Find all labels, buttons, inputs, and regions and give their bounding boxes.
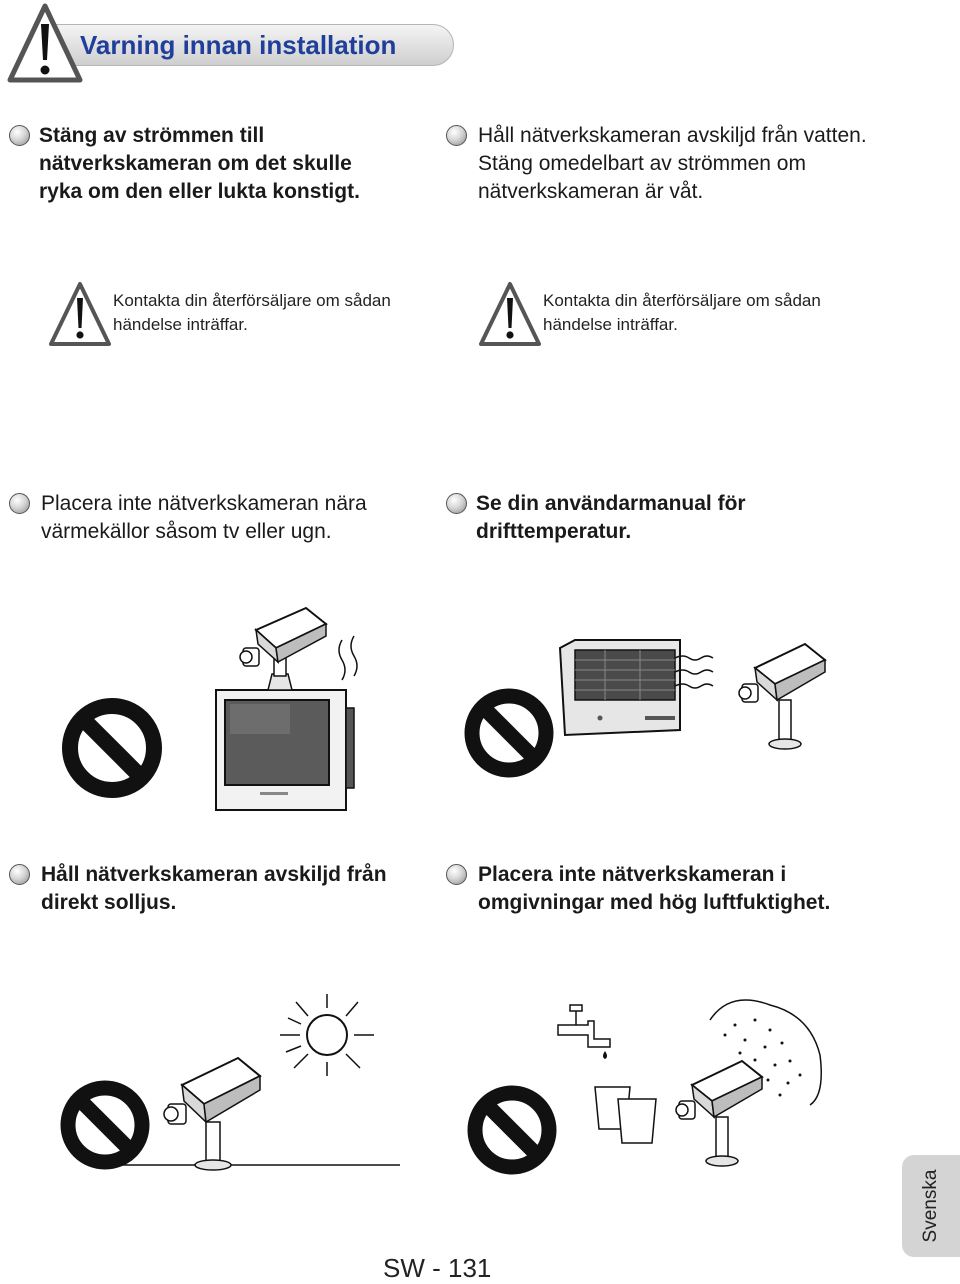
camera-on-tv-illustration bbox=[60, 600, 380, 815]
prohibition-icon bbox=[472, 696, 546, 770]
warning-item-3: Placera inte nätverkskameran nära värmekällor såsom tv eller ugn. bbox=[41, 492, 367, 543]
camera-near-heater-illustration bbox=[465, 630, 845, 785]
warning-item-4: Se din användarmanual för drifttemperatur. bbox=[476, 492, 746, 543]
bullet-sphere-icon bbox=[9, 864, 30, 885]
prohibition-icon bbox=[68, 1088, 142, 1162]
bullet-sphere-icon bbox=[9, 493, 30, 514]
prohibition-icon bbox=[475, 1093, 549, 1167]
warning-item-5: Håll nätverkskameran avskiljd från direkt solljus. bbox=[41, 863, 387, 914]
bullet-sphere-icon bbox=[9, 125, 30, 146]
page-title: Varning innan installation bbox=[80, 30, 397, 60]
warning-item-6: Placera inte nätverkskameran i omgivningar med hög luftfuktighet. bbox=[478, 863, 831, 914]
camera-in-sunlight-illustration bbox=[60, 990, 405, 1175]
warning-triangle-icon bbox=[6, 2, 84, 84]
camera-in-humidity-illustration bbox=[470, 995, 825, 1180]
note-text-2: Kontakta din återförsäljare om sådan händelse inträffar. bbox=[543, 291, 821, 334]
warning-item-2: Håll nätverkskameran avskiljd från vatten. Stäng omedelbart av strömmen om nätverkskameran är våt. bbox=[478, 124, 867, 203]
prohibition-icon bbox=[70, 706, 154, 790]
language-tab-label: Svenska bbox=[920, 1169, 941, 1243]
bullet-sphere-icon bbox=[446, 493, 467, 514]
note-text-1: Kontakta din återförsäljare om sådan händelse inträffar. bbox=[113, 291, 391, 334]
page-number: SW - 131 bbox=[383, 1253, 492, 1283]
warning-triangle-icon bbox=[48, 280, 112, 348]
bullet-sphere-icon bbox=[446, 125, 467, 146]
warning-item-1: Stäng av strömmen till nätverkskameran om det skulle ryka om den eller lukta konstigt. bbox=[39, 124, 360, 203]
warning-triangle-icon bbox=[478, 280, 542, 348]
bullet-sphere-icon bbox=[446, 864, 467, 885]
